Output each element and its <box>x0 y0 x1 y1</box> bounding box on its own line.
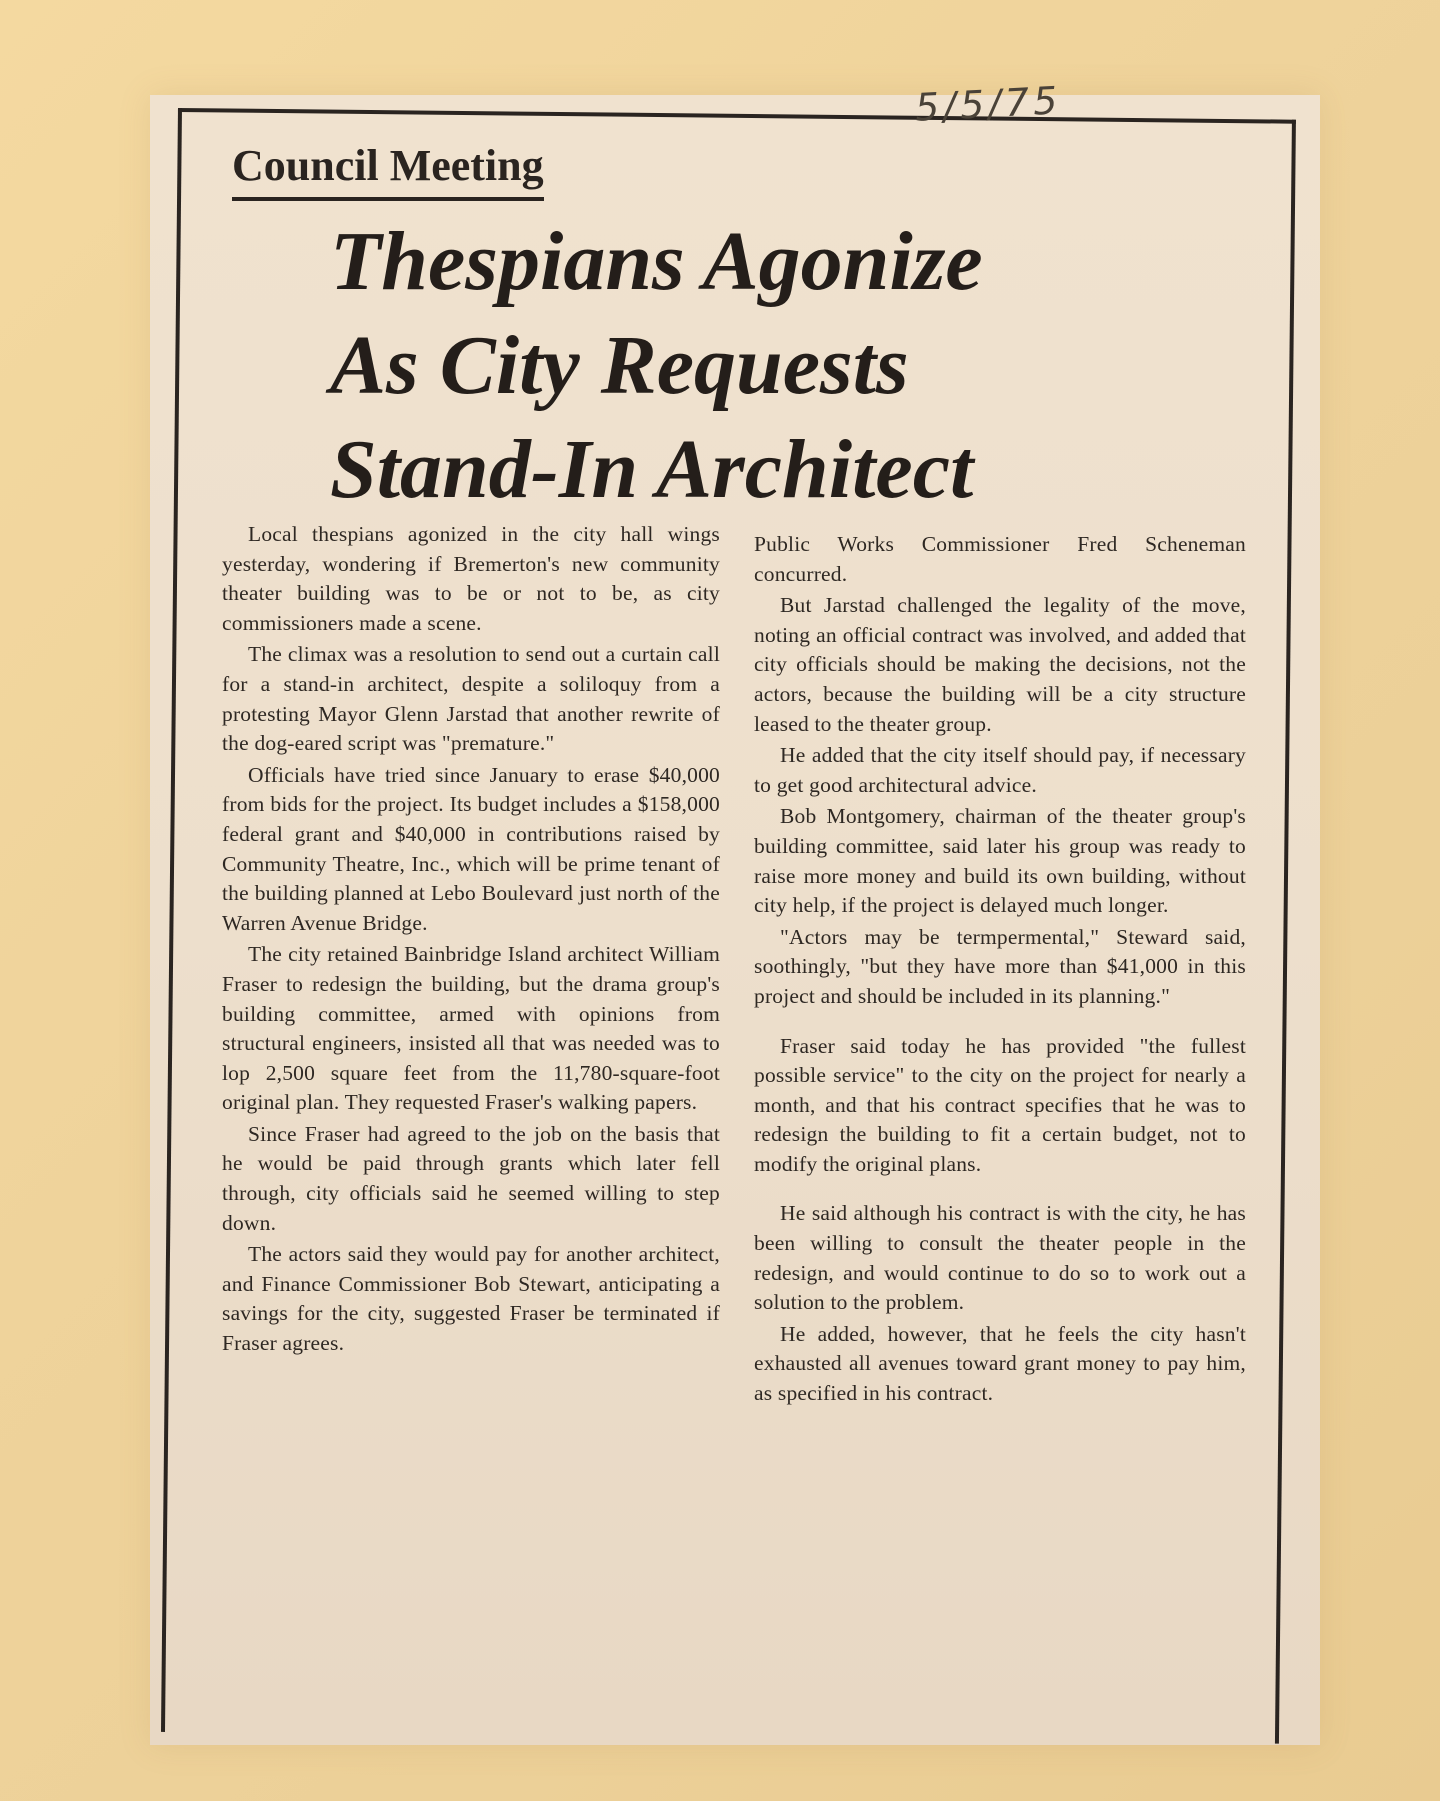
paragraph: Bob Montgomery, chairman of the theater group's building committee, said later his group was ready to raise more money and build its own building, without city help, if the project is delayed much longer. <box>754 804 1246 918</box>
paragraph: Since Fraser had agreed to the job on the basis that he would be paid through grants which later fell through, city officials said he seemed willing to step down. <box>222 1121 720 1235</box>
article-column-right <box>754 530 1246 1411</box>
headline-line-2: As City Requests <box>330 319 909 412</box>
handwritten-date: 5/5/75 <box>913 78 1063 130</box>
headline <box>330 210 1230 522</box>
paragraph: He added, however, that he feels the city hasn't exhausted all avenues toward grant money to pay him, as specified in his contract. <box>754 1321 1246 1406</box>
paragraph: Public Works Commissioner Fred Scheneman concurred. <box>754 532 1246 586</box>
paragraph: He added that the city itself should pay, if necessary to get good architectural advice. <box>754 743 1246 797</box>
paragraph: He said although his contract is with the city, he has been willing to consult the theater people in the redesign, and would continue to do so to work out a solution to the problem. <box>754 1201 1246 1315</box>
paragraph: But Jarstad challenged the legality of the move, noting an official contract was involved, and added that city officials should be making the decisions, not the actors, because the building will be a city structure leased to the theater group. <box>754 593 1246 736</box>
headline-line-3: Stand-In Architect <box>330 423 974 516</box>
paragraph: Local thespians agonized in the city hall wings yesterday, wondering if Bremerton's new community theater building was to be or not to be, as city commissioners made a scene. <box>222 522 720 635</box>
article-column-left <box>222 520 720 1361</box>
paragraph: The climax was a resolution to send out a curtain call for a stand-in architect, despite a soliloquy from a protesting Mayor Glenn Jarstad that another rewrite of the dog-eared script was "premature." <box>222 642 720 756</box>
paragraph: Fraser said today he has provided "the fullest possible service" to the city on the project for nearly a month, and that his contract specifies that he was to redesign the building to fit a certain budget, not to modify the original plans. <box>754 1033 1246 1176</box>
headline-line-1: Thespians Agonize <box>330 215 983 308</box>
paragraph: "Actors may be termpermental," Steward said, soothingly, "but they have more than $41,000 in this project and should be included in its planning." <box>754 924 1246 1008</box>
paragraph: Officials have tried since January to erase $40,000 from bids for the project. Its budget includes a $158,000 federal grant and $40,000 in contributions raised by Community Theatre, Inc., which will be prime tenant of the building planned at Lebo Boulevard just north of the Warren Avenue Bridge. <box>222 762 720 935</box>
section-kicker: Council Meeting <box>232 140 544 201</box>
paragraph: The actors said they would pay for another architect, and Finance Commissioner Bob Stewart, anticipating a savings for the city, suggested Fraser be terminated if Fraser agrees. <box>222 1242 720 1356</box>
paragraph: The city retained Bainbridge Island architect William Fraser to redesign the building, but the drama group's building committee, armed with opinions from structural engineers, insisted all that was needed was to lop 2,500 square feet from the 11,780-square-foot original plan. They requested Fraser's walking papers. <box>222 942 720 1115</box>
